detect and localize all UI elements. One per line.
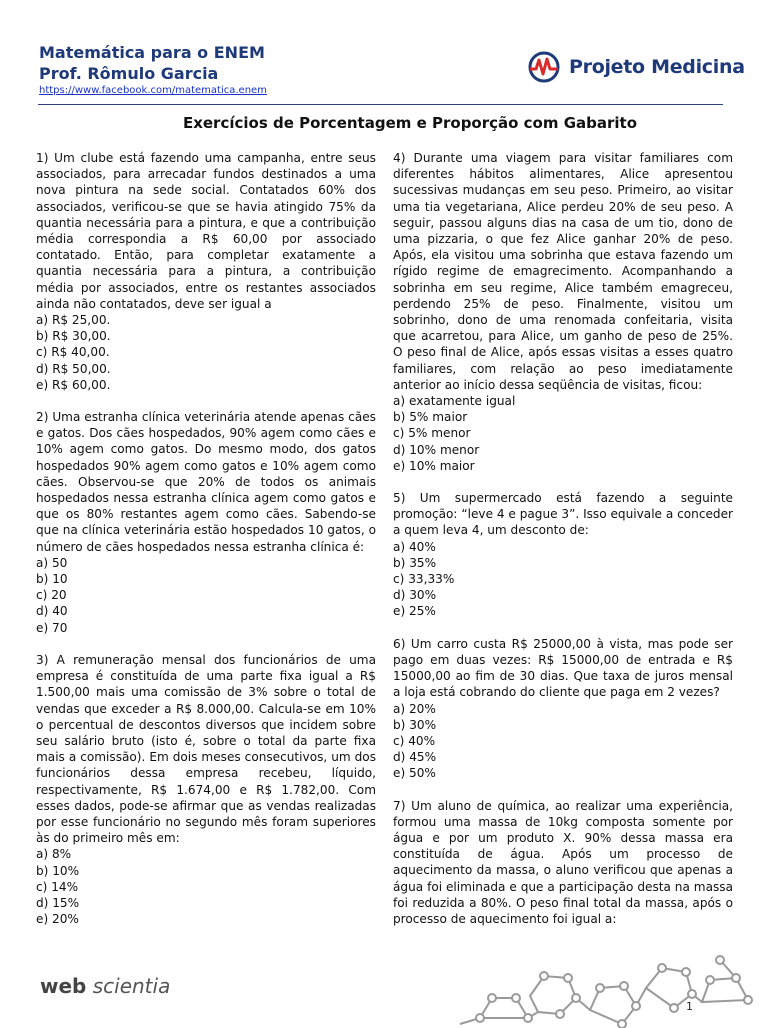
option: e) 25%: [393, 604, 436, 619]
option: d) 15%: [36, 895, 80, 910]
option: e) 70: [36, 620, 68, 635]
option: b) 10: [36, 572, 68, 587]
options-list: [393, 701, 733, 782]
header-author: Prof. Rômulo Garcia: [39, 64, 219, 83]
option: e) 10% maior: [393, 458, 475, 473]
question-text: 2) Uma estranha clínica veterinária atende apenas cães e gatos. Dos cães hospedados, 90% agem como cães e 10% agem como gatos. Do mesmo modo, dos gatos hospedados 90% agem como gatos e 10% agem como cães. Observou-se que 20% de todos os animais hospedados nessa estranha clínica agem como gatos e que os 80% restantes agem como cães. Sabendo-se que na clínica veterinária estão hospedados 10 gatos, o número de cães hospedados nessa estranha clínica é:: [36, 410, 376, 554]
page-number: 1: [686, 1000, 693, 1013]
option: b) 10%: [36, 863, 80, 878]
brand-italic: scientia: [92, 974, 171, 998]
question-text: 5) Um supermercado está fazendo a seguinte promoção: “leve 4 e pague 3”. Isso equivale a conceder a quem leva 4, um desconto de:: [393, 491, 733, 538]
options-list: [36, 312, 376, 393]
molecule-decoration-icon: [440, 948, 760, 1028]
option: c) 14%: [36, 879, 79, 894]
left-column: [36, 150, 376, 943]
question-text: 4) Durante uma viagem para visitar familiares com diferentes hábitos alimentares, Alice apresentou sucessivas mudanças em seu peso. Primeiro, ao visitar uma tia vegetariana, Alice perdeu 20% de seu peso. A seguir, passou alguns dias na casa de um tio, dono de uma pizzaria, o que fez Alice ganhar 20% de peso. Após, ela visitou uma sobrinha que estava fazendo um rígido regime de emagrecimento. Acompanhando a sobrinha em seu regime, Alice também emagreceu, perdendo 25% de peso. Finalmente, visitou um sobrinho, dono de uma renomada confeitaria, visita que acarretou, para Alice, um ganho de peso de 25%. O peso final de Alice, após essas visitas a esses quatro familiares, com relação ao peso imediatamente anterior ao início dessa seqüência de visitas, ficou:: [393, 151, 733, 392]
option: d) 30%: [393, 588, 437, 603]
option: d) 45%: [393, 750, 437, 765]
header-divider: [38, 104, 723, 105]
option: c) 20: [36, 588, 67, 603]
option: e) 20%: [36, 912, 79, 927]
question-6: [393, 636, 733, 782]
option: b) R$ 30,00.: [36, 329, 111, 344]
option: d) 40: [36, 604, 68, 619]
question-1: [36, 150, 376, 393]
option: a) 8%: [36, 847, 72, 862]
option: b) 35%: [393, 555, 437, 570]
header-left: [39, 42, 267, 96]
option: d) R$ 50,00.: [36, 361, 111, 376]
header-title: Matemática para o ENEM: [39, 43, 265, 62]
option: c) 33,33%: [393, 572, 455, 587]
option: a) exatamente igual: [393, 394, 516, 409]
option: a) 50: [36, 555, 68, 570]
heartbeat-m-logo-icon: [527, 50, 561, 84]
question-2: [36, 409, 376, 636]
option: a) 20%: [393, 701, 436, 716]
options-list: [393, 393, 733, 474]
option: c) 40%: [393, 733, 436, 748]
question-text: 1) Um clube está fazendo uma campanha, entre seus associados, para arrecadar fundos destinados a uma nova pintura na sede social. Contatados 60% dos associados, verificou-se que se havia atingido 75% da quantia necessária para a pintura, e que a contribuição média correspondia a R$ 60,00 por associado contatado. Então, para completar exatamente a quantia necessária para a pintura, a contribuição média por associados, entre os restantes associados ainda não contatados, deve ser igual a: [36, 151, 376, 311]
option: b) 30%: [393, 717, 437, 732]
question-3: [36, 652, 376, 927]
option: e) R$ 60,00.: [36, 377, 111, 392]
option: b) 5% maior: [393, 410, 468, 425]
question-4: [393, 150, 733, 474]
options-list: [36, 555, 376, 636]
question-text: 7) Um aluno de química, ao realizar uma experiência, formou uma massa de 10kg composta somente por água e por um produto X. 90% dessa massa era constituída de água. Após um processo de aquecimento da massa, o aluno verificou que apenas a água foi eliminada e que a participação desta na massa foi reduzida a 80%. O peso final total da massa, após o processo de aquecimento foi igual a:: [393, 798, 733, 926]
option: c) 5% menor: [393, 426, 471, 441]
question-text: 6) Um carro custa R$ 25000,00 à vista, mas pode ser pago em duas vezes: R$ 15000,00 de entrada e R$ 15000,00 ao fim de 30 dias. Que taxa de juros mensal a loja está cobrando do cliente que paga em 2 vezes?: [393, 636, 733, 700]
question-7: [393, 798, 733, 928]
right-column: [393, 150, 733, 943]
question-text: 3) A remuneração mensal dos funcionários de uma empresa é constituída de uma parte fixa igual a R$ 1.500,00 mais uma comissão de 3% sobre o total de vendas que exceder a R$ 8.000,00. Calcula-se em 10% o percentual de descontos diversos que incidem sobre seu salário bruto (isto é, sobre o total da parte fixa mais a comissão). Em dois meses consecutivos, um dos funcionários dessa empresa recebeu, líquido, respectivamente, R$ 1.674,00 e R$ 1.782,00. Com esses dados, pode-se afirmar que as vendas realizadas por esse funcionário no segundo mês foram superiores às do primeiro mês em:: [36, 652, 376, 846]
facebook-link[interactable]: https://www.facebook.com/matematica.enem: [39, 85, 267, 96]
brand-bold: web: [40, 974, 87, 998]
options-list: [393, 539, 733, 620]
option: e) 50%: [393, 766, 436, 781]
question-5: [393, 490, 733, 620]
page-title: Exercícios de Porcentagem e Proporção com Gabarito: [182, 114, 638, 132]
option: d) 10% menor: [393, 442, 480, 457]
logo-name: Projeto Medicina: [569, 56, 745, 78]
option: c) R$ 40,00.: [36, 345, 110, 360]
projeto-medicina-logo: [527, 50, 745, 84]
webscientia-logo: [40, 974, 170, 998]
option: a) 40%: [393, 539, 436, 554]
option: a) R$ 25,00.: [36, 313, 111, 328]
options-list: [36, 846, 376, 927]
